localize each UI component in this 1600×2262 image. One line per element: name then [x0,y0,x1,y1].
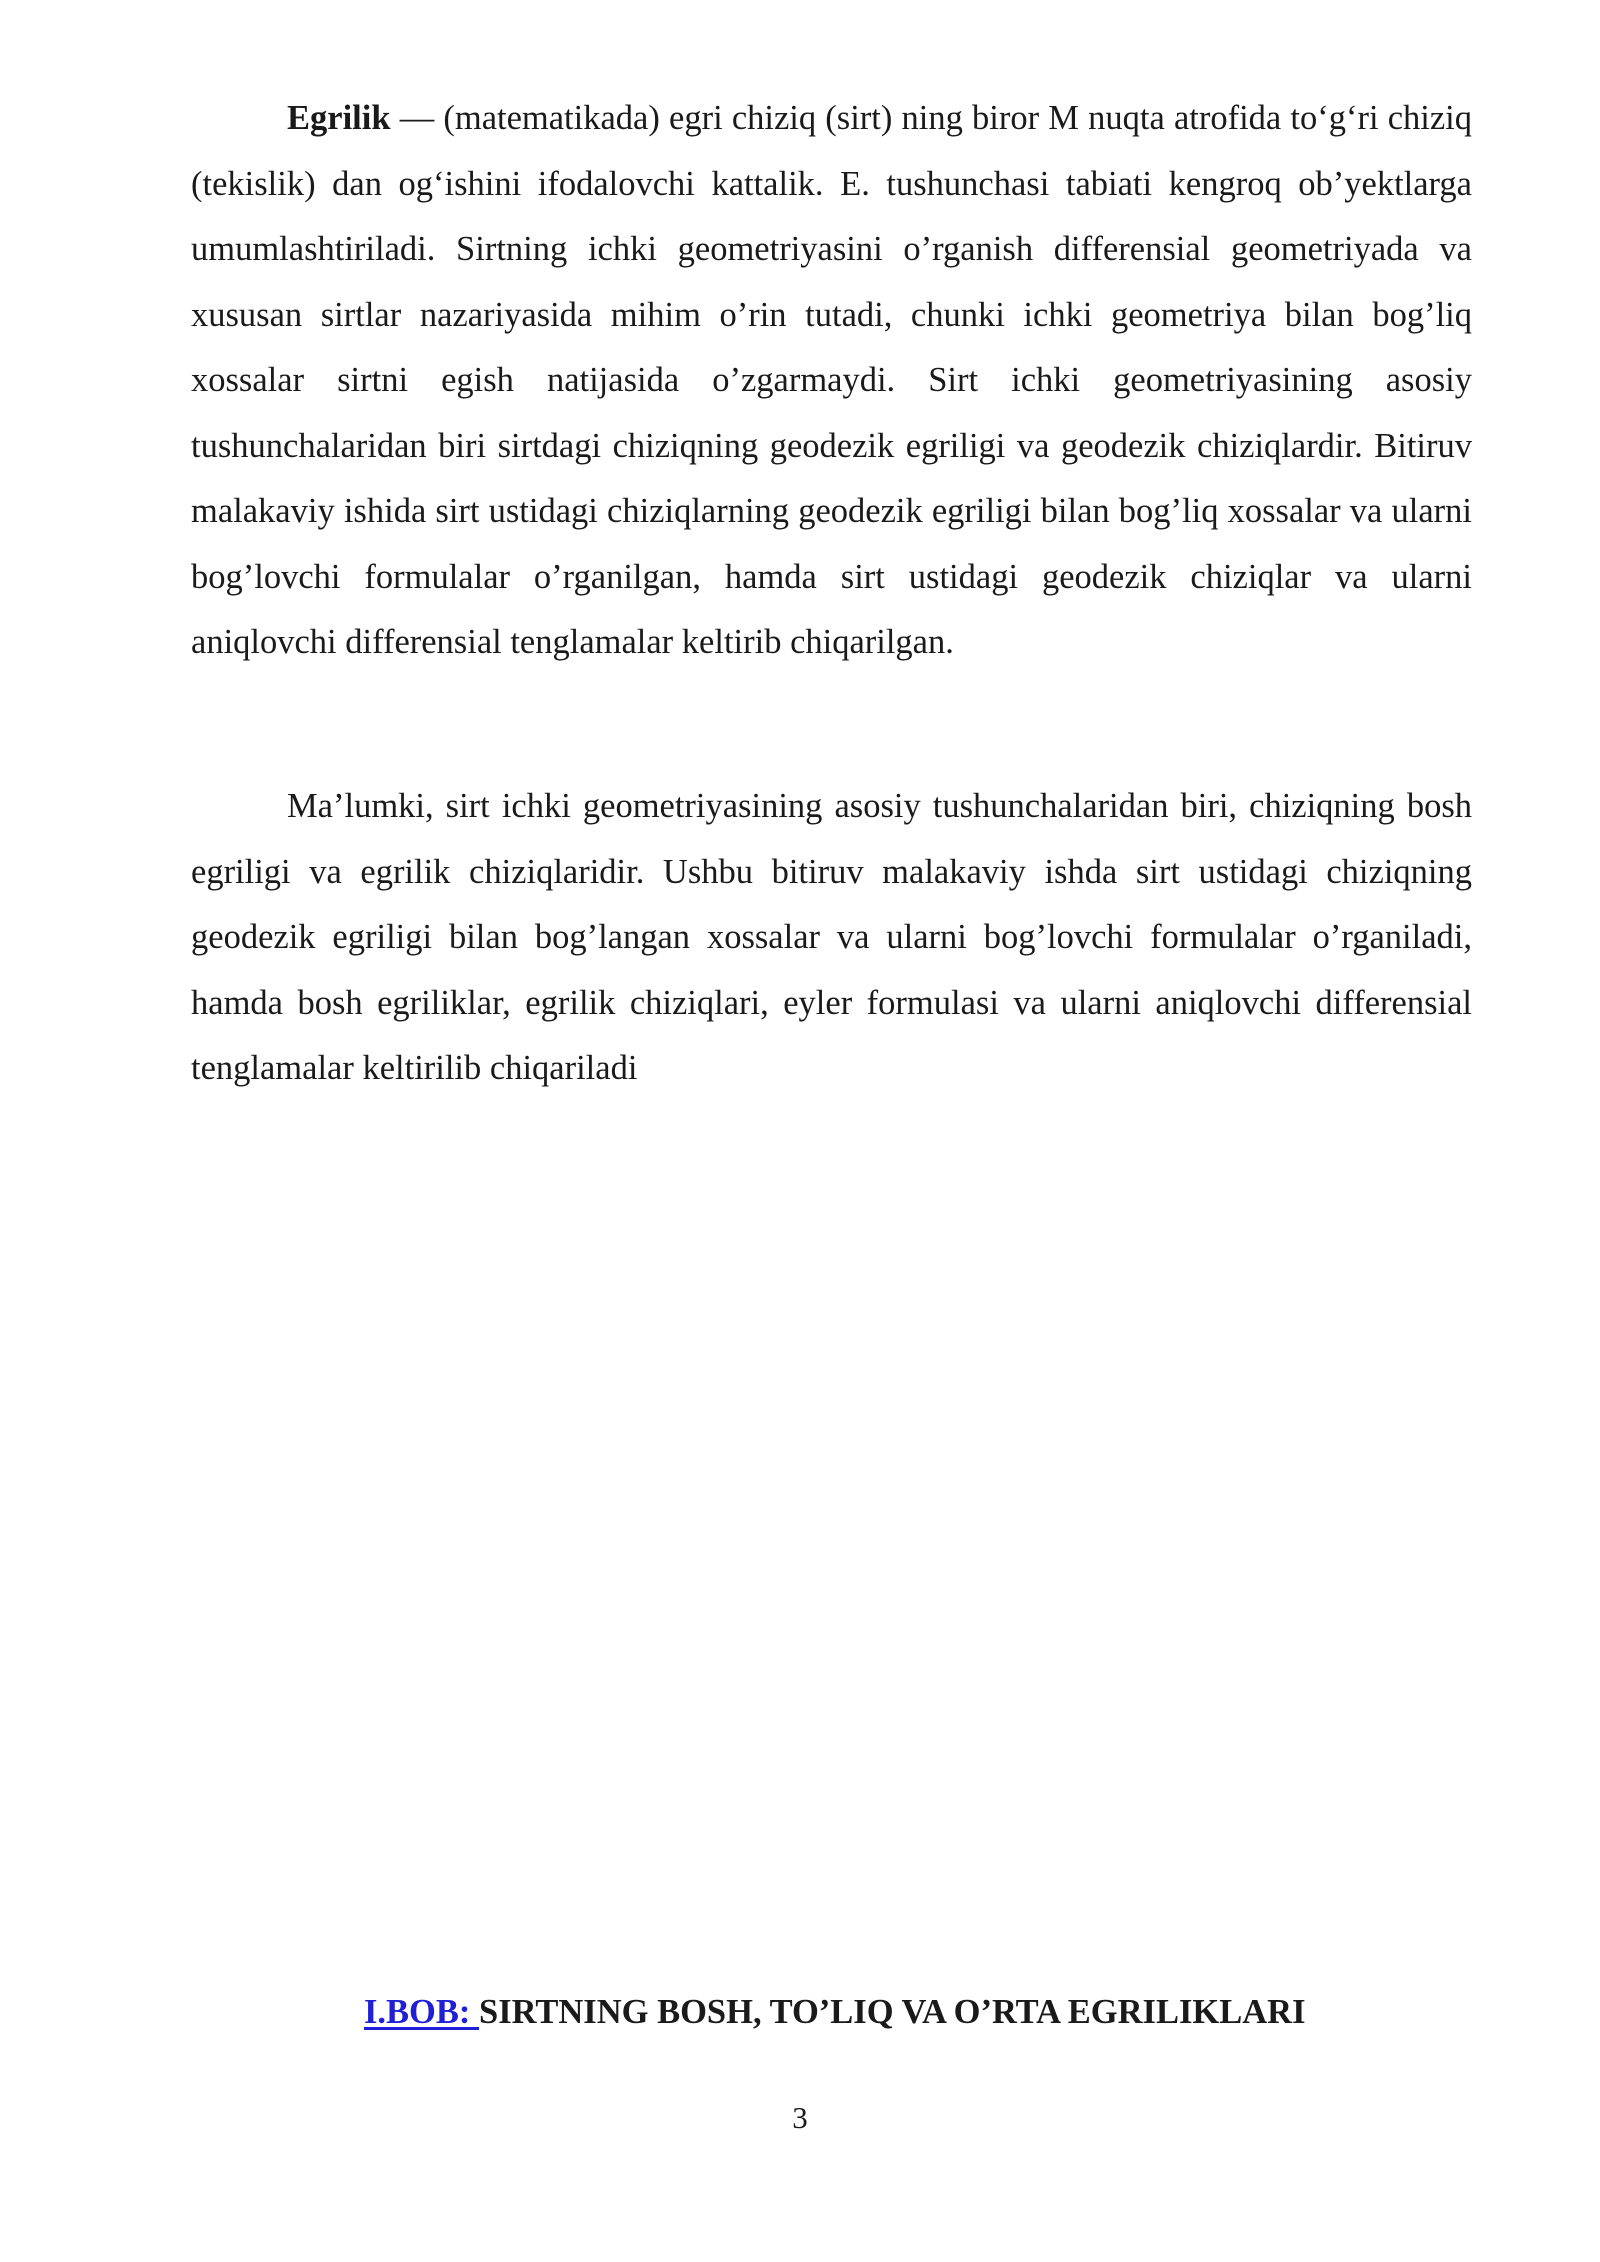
second-paragraph [191,774,1472,1102]
chapter-heading [364,1988,1514,2036]
chapter-title: SIRTNING BOSH, TO’LIQ VA O’RTA EGRILIKLARI [479,1993,1306,2031]
term-egrilik: Egrilik [287,99,391,137]
intro-paragraph [191,86,1472,676]
intro-paragraph-text: — (matematikada) egri chiziq (sirt) ning biror M nuqta atrofida to‘g‘ri chiziq (tekislik) dan og‘ishini ifodalovchi kattalik. E. tushunchasi tabiati kengroq ob’yektlarga umumlashtiriladi. Sirtning ichki geometriyasini o’rganish differensial geometriyada va xususan sirtlar nazariyasida mihim o’rin tutadi, chunki ichki geometriya bilan bog’liq xossalar sirtni egish natijasida o’zgarmaydi. Sirt ichki geometriyasining asosiy tushunchalaridan biri sirtdagi chiziqning geodezik egriligi va geodezik chiziqlardir. Bitiruv malakaviy ishida sirt ustidagi chiziqlarning geodezik egriligi bilan bog’liq xossalar va ularni bog’lovchi formulalar o’rganilgan, hamda sirt ustidagi geodezik chiziqlar va ularni aniqlovchi differensial tenglamalar keltirib chiqarilgan. [191,99,1472,661]
second-paragraph-text: Ma’lumki, sirt ichki geometriyasining asosiy tushunchalaridan biri, chiziqning bosh egriligi va egrilik chiziqlaridir. Ushbu bitiruv malakaviy ishda sirt ustidagi chiziqning geodezik egriligi bilan bog’langan xossalar va ularni bog’lovchi formulalar o’rganiladi, hamda bosh egriliklar, egrilik chiziqlari, eyler formulasi va ularni aniqlovchi differensial tenglamalar keltirilib chiqariladi [191,787,1472,1087]
page-number: 3 [792,2100,808,2135]
chapter-link[interactable]: I.BOB: [364,1993,480,2031]
